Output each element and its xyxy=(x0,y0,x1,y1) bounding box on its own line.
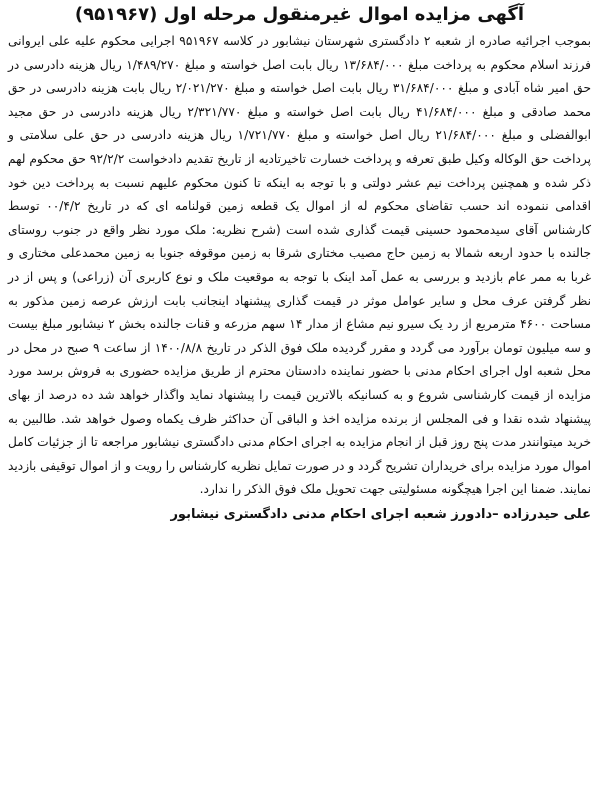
notice-body: بموجب اجرائیه صادره از شعبه ۲ دادگستری شهرستان نیشابور در کلاسه ۹۵۱۹۶۷ اجرایی محکوم علیه علی ایروانی فرزند اسلام محکوم به پرداخت مبلغ ۱۳/۶۸۴/۰۰۰ ریال بابت اصل خواسته و مبلغ ۱/۴۸۹/۲۷۰ ریال هزینه دادرسی در حق امیر شاه آبادی و مبلغ ۳۱/۶۸۴/۰۰۰ ریال بابت اصل خواسته و مبلغ ۲/۰۲۱/۲۷۰ ریال بابت هزینه دادرسی در حق محمد صادقی و مبلغ ۴۱/۶۸۴/۰۰۰ ریال بابت اصل خواسته و مبلغ ۲/۳۲۱/۷۷۰ ریال هزینه دادرسی در حق مجید ابوالفضلی و مبلغ ۲۱/۶۸۴/۰۰۰ ریال اصل خواسته و مبلغ ۱/۷۲۱/۷۷۰ ریال هزینه دادرسی در حق علی سلامتی و پرداخت حق الوکاله وکیل طبق تعرفه و پرداخت خسارت تاخیرتادیه از تاریخ تقدیم دادخواست ۹۲/۲/۲ حق محکوم لهم ذکر شده و همچنین پرداخت نیم عشر دولتی و با توجه به اینکه تا کنون محکوم علیهم نسبت به پرداخت دین خود اقدامی ننموده اند حسب تقاضای محکوم له از اموال یک قطعه زمین قولنامه ای که در تاریخ ۰۰/۴/۲ توسط کارشناس آقای سیدمحمود حسینی قیمت گذاری شده است (شرح نظریه: ملک مورد نظر واقع در جنوب روستای جالنده با حدود اربعه شمالا به زمین حاج مصیب مختاری شرقا به زمین موقوفه جنوبا به زمین محمدعلی مختاری و غربا به ممر عام بازدید و بررسی به عمل آمد اینک با توجه به موقعیت ملک و نوع کاربری آن (زراعی) و پس از در نظر گرفتن عرف محل و سایر عوامل موثر در قیمت گذاری پیشنهاد اینجانب بابت ارزش عرصه زمین مذکور به مساحت ۴۶۰۰ مترمربع از رد یک سیرو نیم مشاع از مدار ۱۴ سهم مزرعه و قنات جالنده بخش ۲ نیشابور مبلغ بیست و سه میلیون تومان برآورد می گردد و مقرر گردیده ملک فوق الذکر در تاریخ ۱۴۰۰/۸/۸ از ساعت ۹ صبح در محل در محل شعبه اول اجرای احکام مدنی با حضور نماینده دادستان محترم از طریق مزایده حضوری به فروش برسد مورد مزایده از قیمت کارشناسی شروع و به کسانیکه بالاترین قیمت را پیشنهاد نماید واگذار خواهد شد ده درصد از بهای پیشنهاد شده نقدا و فی المجلس از برنده مزایده اخذ و الباقی آن حداکثر ظرف یکماه وصول خواهد شد. طالبین به خرید میتوانندر مدت پنج روز قبل از انجام مزایده به اجرای احکام مدنی دادگستری نیشابور مراجعه تا از جزئیات کامل اموال مورد مزایده برای خریداران تشریح گردد و در صورت تمایل نظریه کارشناس را رویت و از اموال توقیفی بازدید نمایند. ضمنا این اجرا هیچگونه مسئولیتی جهت تحویل ملک فوق الذکر را ندارد. xyxy=(7,34,592,497)
notice-title: آگهی مزایده اموال غیرمنقول مرحله اول (۹۵۱۹۶۷) xyxy=(74,4,525,25)
notice-signature: علی حیدرزاده –دادورز شعبه اجرای احکام مدنی دادگستری نیشابور xyxy=(170,506,591,522)
